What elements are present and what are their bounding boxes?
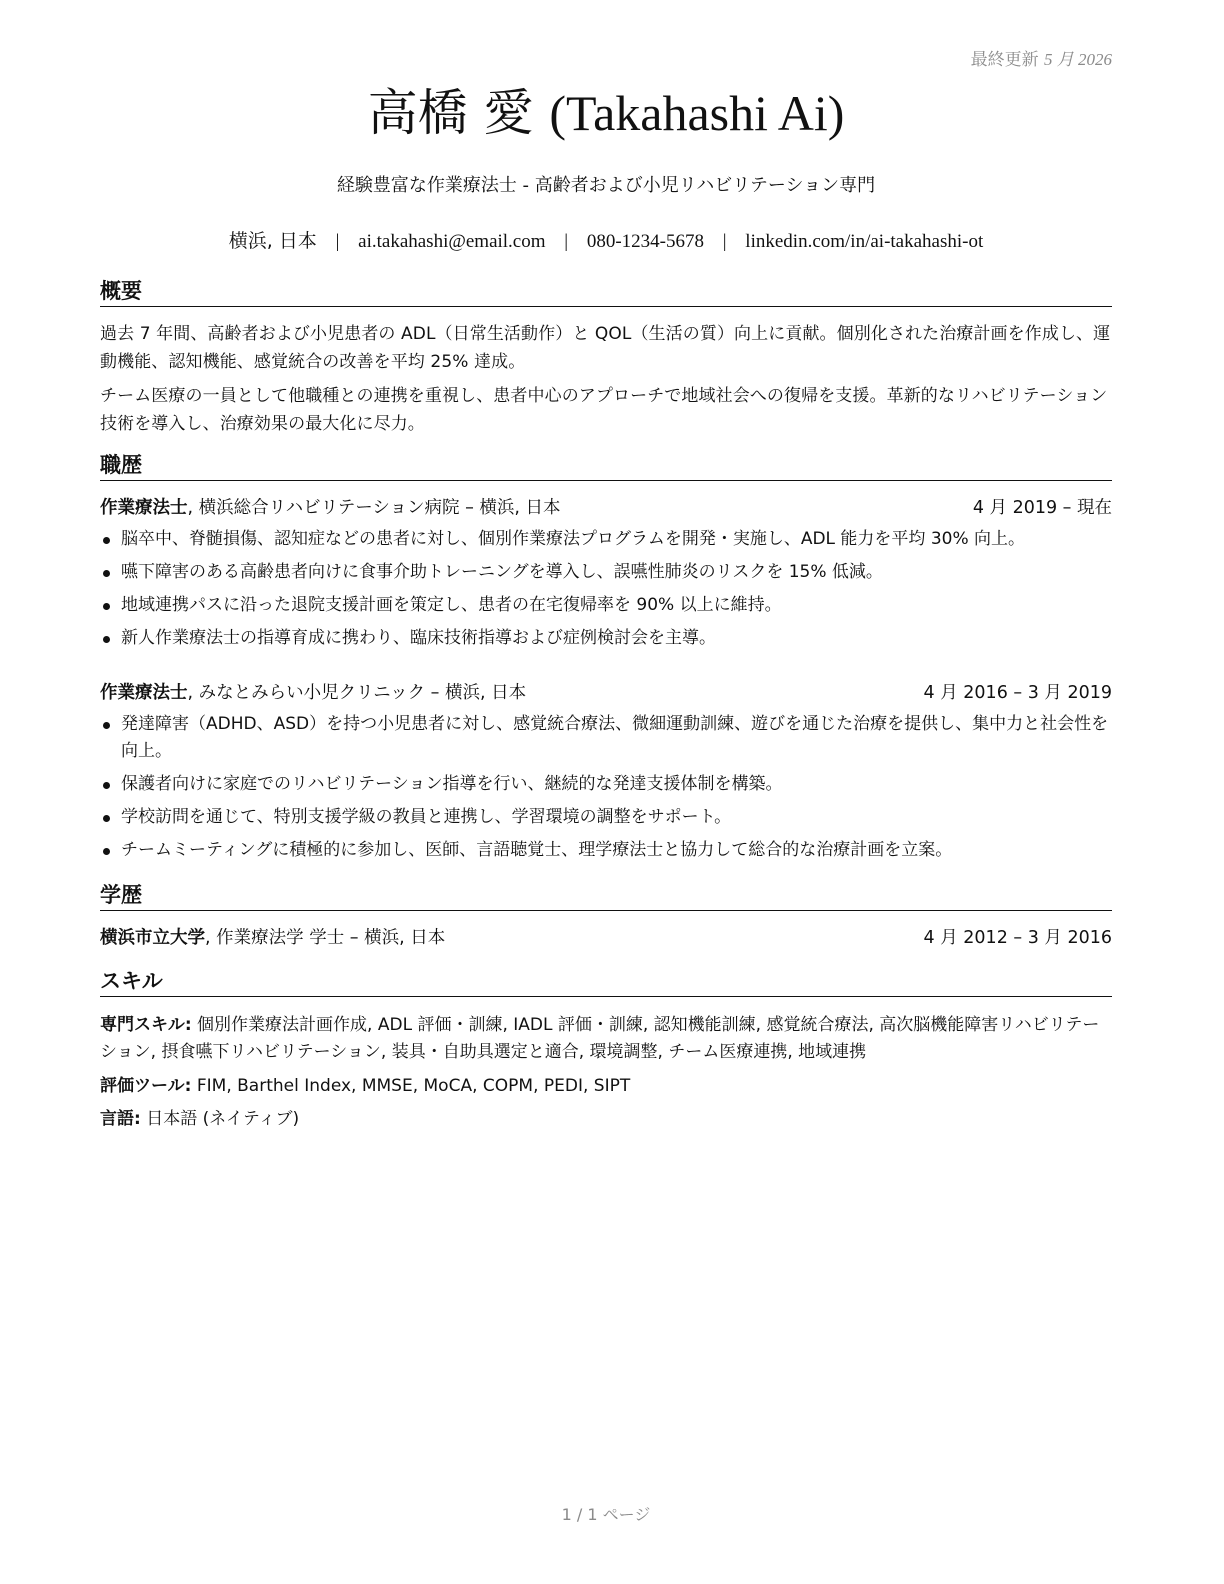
candidate-name-jp: 高橋 愛 bbox=[367, 84, 534, 142]
job-role: 作業療法士 bbox=[100, 683, 188, 703]
section-title-summary: 概要 bbox=[100, 278, 1112, 307]
education-entry bbox=[100, 926, 1112, 950]
contact-separator: | bbox=[564, 231, 569, 252]
summary-paragraph: 過去 7 年間、高齢者および小児患者の ADL（日常生活動作）と QOL（生活の質）向上に貢献。個別化された治療計画を作成し、運動機能、認知機能、感覚統合の改善を平均 25% 達成。 bbox=[100, 324, 1111, 372]
skill-label: 評価ツール: bbox=[100, 1076, 192, 1096]
skill-label: 専門スキル: bbox=[100, 1015, 192, 1035]
page-number: 1 / 1 ページ bbox=[561, 1505, 651, 1524]
job-header bbox=[100, 496, 1112, 520]
education-dates: 4 月 2012 – 3 月 2016 bbox=[923, 928, 1112, 948]
summary-paragraph: チーム医療の一員として他職種との連携を重視し、患者中心のアプローチで地域社会への復帰を支援。革新的なリハビリテーション技術を導入し、治療効果の最大化に尽力。 bbox=[100, 386, 1108, 434]
job-org: , みなとみらい小児クリニック – 横浜, 日本 bbox=[187, 683, 527, 703]
job-bullets bbox=[100, 526, 1112, 658]
skill-line bbox=[100, 1106, 1112, 1133]
education-detail: , 作業療法学 学士 – 横浜, 日本 bbox=[205, 928, 446, 948]
skill-label: 言語: bbox=[100, 1109, 141, 1129]
job-role: 作業療法士 bbox=[100, 498, 188, 518]
list-item: 地域連携パスに沿った退院支援計画を策定し、患者の在宅復帰率を 90% 以上に維持。 bbox=[100, 592, 1112, 619]
list-item: チームミーティングに積極的に参加し、医師、言語聴覚士、理学療法士と協力して総合的な治療計画を立案。 bbox=[100, 837, 1112, 864]
last-updated bbox=[971, 45, 1112, 70]
contact-separator: | bbox=[335, 231, 340, 252]
list-item: 保護者向けに家庭でのリハビリテーション指導を行い、継続的な発達支援体制を構築。 bbox=[100, 771, 1112, 798]
resume-page bbox=[100, 0, 1112, 1584]
last-updated-label: 最終更新 bbox=[970, 50, 1039, 70]
last-updated-date: 5 月 2026 bbox=[1044, 50, 1112, 69]
contact-phone[interactable]: 080-1234-5678 bbox=[586, 231, 704, 252]
skill-value: 日本語 (ネイティブ) bbox=[140, 1109, 300, 1129]
list-item: 新人作業療法士の指導育成に携わり、臨床技術指導および症例検討会を主導。 bbox=[100, 625, 1112, 652]
list-item: 学校訪問を通じて、特別支援学級の教員と連携し、学習環境の調整をサポート。 bbox=[100, 804, 1112, 831]
contact-linkedin[interactable]: linkedin.com/in/ai-takahashi-ot bbox=[745, 231, 984, 252]
contact-email[interactable]: ai.takahashi@email.com bbox=[358, 231, 546, 252]
job-org: , 横浜総合リハビリテーション病院 – 横浜, 日本 bbox=[187, 498, 561, 518]
section-title-skills: スキル bbox=[100, 968, 1112, 997]
list-item: 脳卒中、脊髄損傷、認知症などの患者に対し、個別作業療法プログラムを開発・実施し、ADL 能力を平均 30% 向上。 bbox=[100, 526, 1112, 553]
skill-line bbox=[100, 1012, 1112, 1066]
contact-line bbox=[100, 226, 1112, 253]
contact-separator: | bbox=[722, 231, 727, 252]
job-header bbox=[100, 681, 1112, 705]
list-item: 嚥下障害のある高齢患者向けに食事介助トレーニングを導入し、誤嚥性肺炎のリスクを 15% 低減。 bbox=[100, 559, 1112, 586]
section-title-education: 学歴 bbox=[100, 882, 1112, 911]
skill-value: FIM, Barthel Index, MMSE, MoCA, COPM, PEDI, SIPT bbox=[191, 1076, 631, 1096]
job-dates: 4 月 2016 – 3 月 2019 bbox=[923, 683, 1112, 703]
job-bullets bbox=[100, 711, 1112, 870]
skill-value: 個別作業療法計画作成, ADL 評価・訓練, IADL 評価・訓練, 認知機能訓練, 感覚統合療法, 高次脳機能障害リハビリテーション, 摂食嚥下リハビリテーション, 装具・自助具選定と適合, 環境調整, チーム医療連携, 地域連携 bbox=[100, 1015, 1100, 1062]
candidate-name-en: (Takahashi Ai) bbox=[549, 85, 845, 141]
job-dates: 4 月 2019 – 現在 bbox=[972, 498, 1112, 518]
candidate-name bbox=[100, 84, 1112, 142]
skill-line bbox=[100, 1073, 1112, 1100]
list-item: 発達障害（ADHD、ASD）を持つ小児患者に対し、感覚統合療法、微細運動訓練、遊びを通じた治療を提供し、集中力と社会性を向上。 bbox=[100, 711, 1112, 765]
section-title-experience: 職歴 bbox=[100, 452, 1112, 481]
education-school: 横浜市立大学 bbox=[100, 928, 205, 948]
tagline: 経験豊富な作業療法士 - 高齢者および小児リハビリテーション専門 bbox=[336, 175, 876, 196]
contact-location: 横浜, 日本 bbox=[228, 230, 317, 252]
